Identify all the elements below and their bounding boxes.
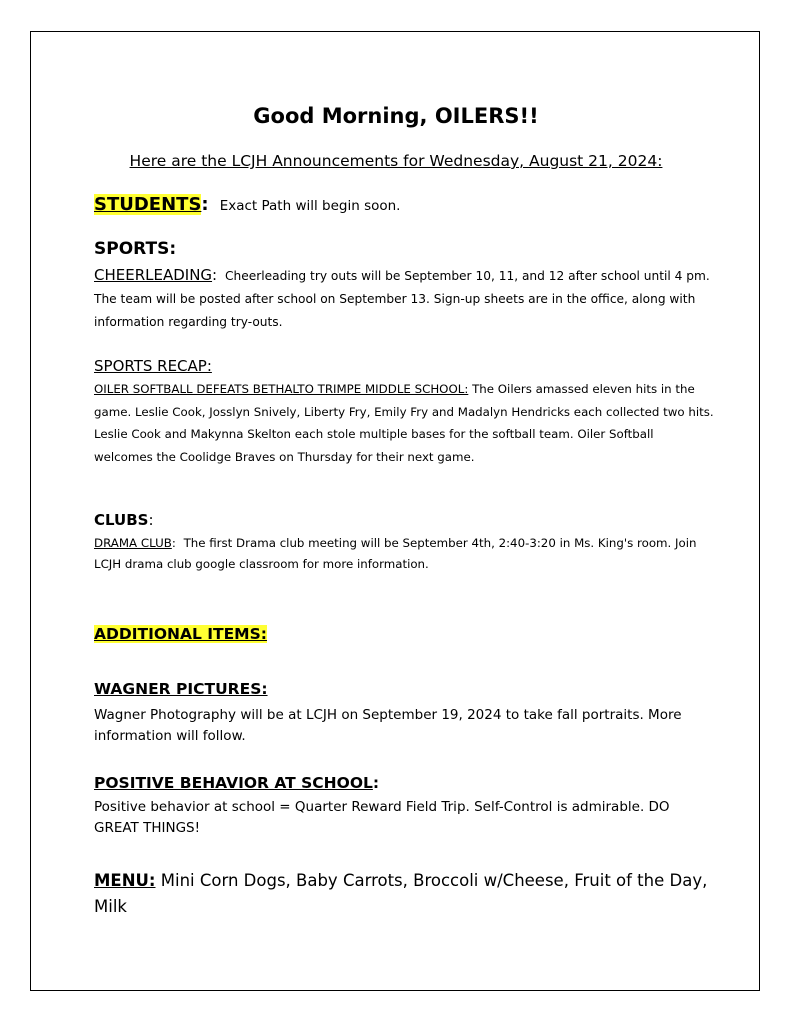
clubs-heading-line	[94, 510, 154, 529]
wagner-heading: WAGNER PICTURES:	[94, 680, 268, 698]
clubs-colon: :	[148, 511, 154, 529]
cheer-text: Cheerleading try outs will be September 10, 11, and 12 after school until 4 pm. The team will be posted after school on September 13. Sign-up sheets are in the office, along with information regarding try-outs.	[94, 269, 710, 329]
drama-heading: DRAMA CLUB	[94, 536, 172, 550]
menu-label: MENU:	[94, 871, 156, 890]
recap-paragraph	[94, 378, 714, 468]
behavior-heading-line	[94, 773, 379, 792]
menu-text: Mini Corn Dogs, Baby Carrots, Broccoli w/Cheese, Fruit of the Day, Milk	[94, 871, 708, 916]
additional-section	[94, 624, 267, 643]
additional-heading: ADDITIONAL ITEMS:	[94, 625, 267, 643]
behavior-colon: :	[372, 774, 380, 792]
sports-heading: SPORTS:	[94, 239, 177, 259]
menu-paragraph	[94, 868, 714, 920]
drama-text: The first Drama club meeting will be September 4th, 2:40-3:20 in Ms. King's room. Join LCJH drama club google classroom for more information.	[94, 536, 697, 571]
cheer-paragraph	[94, 264, 714, 334]
behavior-heading: POSITIVE BEHAVIOR AT SCHOOL	[94, 774, 373, 792]
students-colon: :	[201, 194, 209, 215]
recap-subheading: OILER SOFTBALL DEFEATS BETHALTO TRIMPE MIDDLE SCHOOL:	[94, 382, 469, 396]
drama-colon: :	[171, 536, 176, 550]
cheer-colon: :	[212, 266, 218, 284]
page-subtitle: Here are the LCJH Announcements for Wednesday, August 21, 2024:	[129, 152, 663, 170]
students-text: Exact Path will begin soon.	[219, 198, 401, 214]
clubs-heading: CLUBS	[94, 511, 149, 529]
page-title: Good Morning, OILERS!!	[253, 104, 539, 128]
students-section	[94, 194, 400, 215]
cheer-heading: CHEERLEADING	[94, 266, 213, 284]
drama-paragraph	[94, 533, 714, 575]
behavior-text: Positive behavior at school = Quarter Reward Field Trip. Self-Control is admirable. DO GREAT THINGS!	[94, 799, 670, 836]
recap-heading: SPORTS RECAP:	[94, 357, 212, 375]
announcement-page	[30, 31, 760, 991]
recap-text: The Oilers amassed eleven hits in the game. Leslie Cook, Josslyn Snively, Liberty Fry, Emily Fry and Madalyn Hendricks each collected two hits. Leslie Cook and Makynna Skelton each stole multiple bases for the softball team. Oiler Softball welcomes the Coolidge Braves on Thursday for their next game.	[94, 382, 714, 464]
students-heading: STUDENTS	[94, 194, 202, 215]
wagner-text: Wagner Photography will be at LCJH on September 19, 2024 to take fall portraits. More information will follow.	[94, 707, 682, 744]
